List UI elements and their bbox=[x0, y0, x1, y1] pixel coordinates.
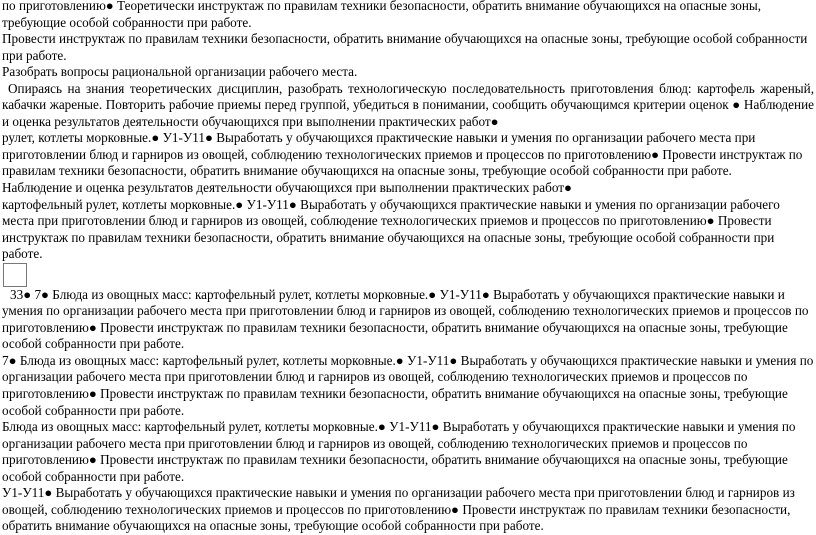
paragraph-7: картофельный рулет, котлеты морковные.● У1-У11● Выработать у обучающихся практические навыки и умения по организации рабочего места при приготовлении блюд и гарниров из овощей, соблюдение технологических приемов и процессов по приготовлению● Провести инструктаж по правилам техники безопасности, обратить внимание обучающихся на опасные зоны, требующие особой собранности при работе. bbox=[2, 196, 780, 262]
paragraph-4: Опираясь на знания теоретических дисциплин, разобрать технологическую последовательность приготовления блюд: картофель жареный, кабачки жареные. Повторить рабочие приемы перед группой, убедиться в понимании, сообщить обучающимся критерии оценок ● Наблюдение и оценка результатов деятельности обучающихся при выполнении практических работ● bbox=[2, 80, 814, 129]
paragraph-6: Наблюдение и оценка результатов деятельности обучающихся при выполнении практических работ● bbox=[2, 180, 572, 196]
paragraph-8: 33● 7● Блюда из овощных масс: картофельный рулет, котлеты морковные.● У1-У11● Выработать у обучающихся практические навыки и умения по организации рабочего места при приготовлении блюд и гарниров из овощей, соблюдению технологических приемов и процессов по приготовлению● Провести инструктаж по правилам техники безопасности, обратить внимание обучающихся на опасные зоны, требующие особой собранности при работе. bbox=[2, 286, 809, 352]
image-placeholder-icon bbox=[3, 263, 27, 287]
paragraph-3: Разобрать вопросы рациональной организации рабочего места. bbox=[2, 64, 358, 80]
paragraph-10: Блюда из овощных масс: картофельный рулет, котлеты морковные.● У1-У11● Выработать у обучающихся практические навыки и умения по организации рабочего места при приготовлении блюд и гарниров из овощей, соблюдению технологических приемов и процессов по приготовлению● Провести инструктаж по правилам техники безопасности, обратить внимание обучающихся на опасные зоны, требующие особой собранности при работе. bbox=[2, 419, 796, 484]
paragraph-9: 7● Блюда из овощных масс: картофельный рулет, котлеты морковные.● У1-У11● Выработать у обучающихся практические навыки и умения по организации рабочего места при приготовлении блюд и гарниров из овощей, соблюдению технологических приемов и процессов по приготовлению● Провести инструктаж по правилам техники безопасности, обратить внимание обучающихся на опасные зоны, требующие особой собранности при работе. bbox=[2, 352, 814, 418]
paragraph-5: рулет, котлеты морковные.● У1-У11● Выработать у обучающихся практические навыки и умения по организации рабочего места при приготовлении блюд и гарниров из овощей, соблюдению технологических приемов и процессов по приготовлению● Провести инструктаж по правилам техники безопасности, обратить внимание обучающихся на опасные зоны, требующие особой собранности при работе. bbox=[2, 130, 803, 179]
paragraph-11: У1-У11● Выработать у обучающихся практические навыки и умения по организации рабочего места при приготовлении блюд и гарниров из овощей, соблюдению технологических приемов и процессов по приготовлению● Провести инструктаж по правилам техники безопасности, обратить внимание обучающихся на опасные зоны, требующие особой собранности при работе. bbox=[2, 485, 795, 534]
image-placeholder-row bbox=[2, 263, 814, 287]
paragraph-1: по приготовлению● Теоретически инструктаж по правилам техники безопасности, обратить внимание обучающихся на опасные зоны, требующие особой собранности при работе. bbox=[2, 0, 762, 30]
document-body bbox=[2, 0, 814, 535]
paragraph-2: Провести инструктаж по правилам техники безопасности, обратить внимание обучающихся на опасные зоны, требующие особой собранности при работе. bbox=[2, 31, 808, 63]
